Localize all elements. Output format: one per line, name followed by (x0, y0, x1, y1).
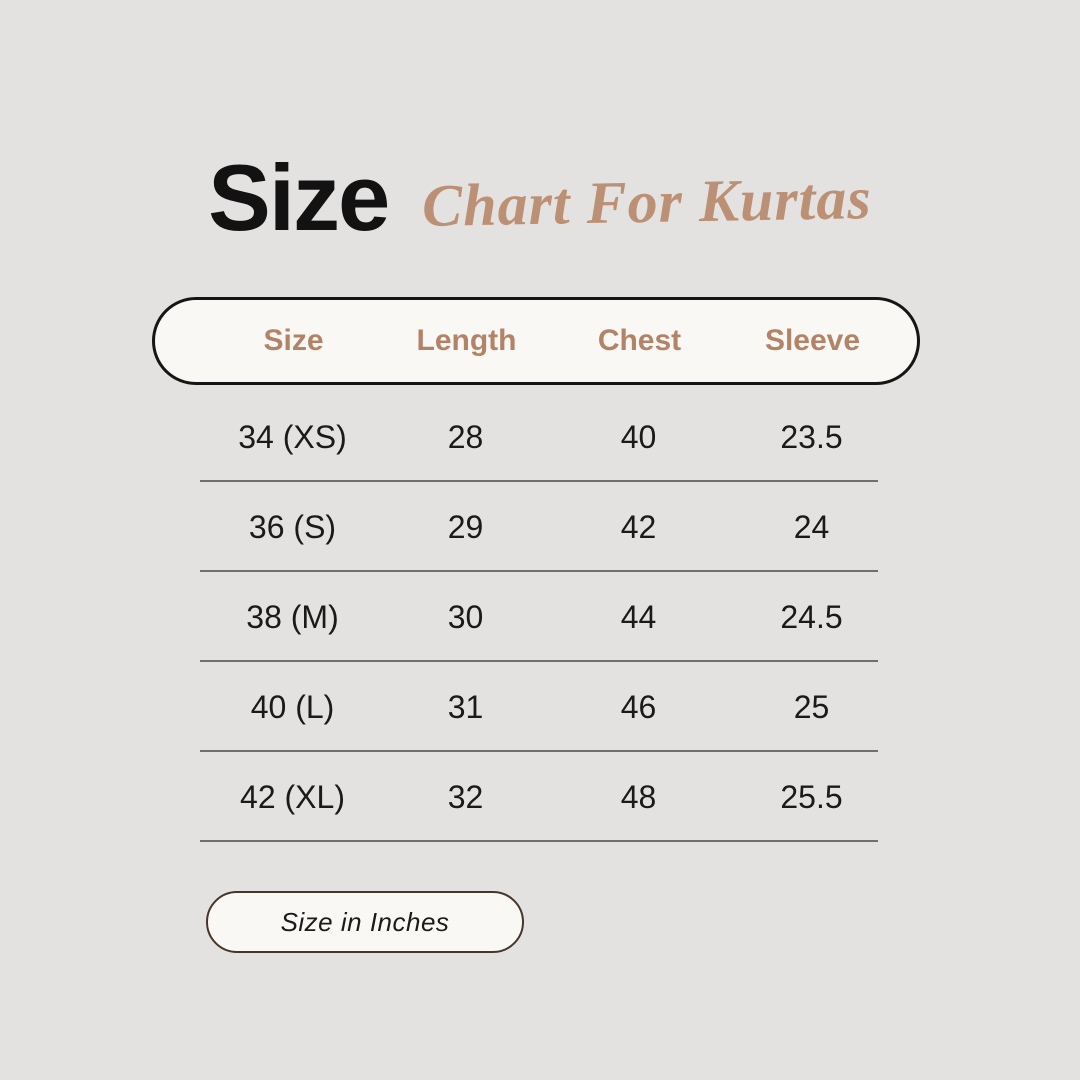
table-header-row (207, 300, 899, 382)
units-badge-label: Size in Inches (280, 906, 450, 937)
column-header-chest: Chest (597, 324, 682, 357)
cell-size: 40 (L) (250, 688, 335, 725)
cell-sleeve: 25.5 (780, 778, 843, 815)
table-row (206, 482, 898, 572)
cell-size: 38 (M) (246, 598, 339, 635)
cell-length: 31 (447, 688, 484, 725)
cell-sleeve: 23.5 (780, 418, 843, 455)
cell-chest: 48 (620, 778, 657, 815)
row-divider (200, 480, 878, 482)
column-header-length: Length (416, 324, 517, 357)
page-title (0, 128, 1080, 268)
row-divider (200, 660, 878, 662)
table-row (206, 392, 898, 482)
cell-chest: 46 (620, 688, 657, 725)
cell-length: 30 (447, 598, 484, 635)
column-header-sleeve: Sleeve (764, 324, 861, 357)
row-divider (200, 750, 878, 752)
cell-sleeve: 25 (793, 688, 830, 725)
size-table-body (206, 392, 898, 842)
table-header-pill (152, 297, 920, 385)
row-divider (200, 840, 878, 842)
cell-size: 42 (XL) (240, 778, 345, 815)
cell-length: 28 (447, 418, 484, 455)
cell-size: 34 (XS) (238, 418, 347, 455)
cell-chest: 42 (620, 508, 657, 545)
table-row (206, 662, 898, 752)
title-secondary: Chart For Kurtas (421, 165, 873, 239)
table-row (206, 572, 898, 662)
cell-size: 36 (S) (248, 508, 337, 545)
cell-sleeve: 24 (793, 508, 830, 545)
column-header-size: Size (263, 324, 324, 357)
cell-sleeve: 24.5 (780, 598, 843, 635)
units-badge (206, 891, 524, 953)
cell-length: 29 (447, 508, 484, 545)
cell-length: 32 (447, 778, 484, 815)
title-primary: Size (208, 145, 389, 250)
table-row (206, 752, 898, 842)
cell-chest: 44 (620, 598, 657, 635)
row-divider (200, 570, 878, 572)
cell-chest: 40 (620, 418, 657, 455)
